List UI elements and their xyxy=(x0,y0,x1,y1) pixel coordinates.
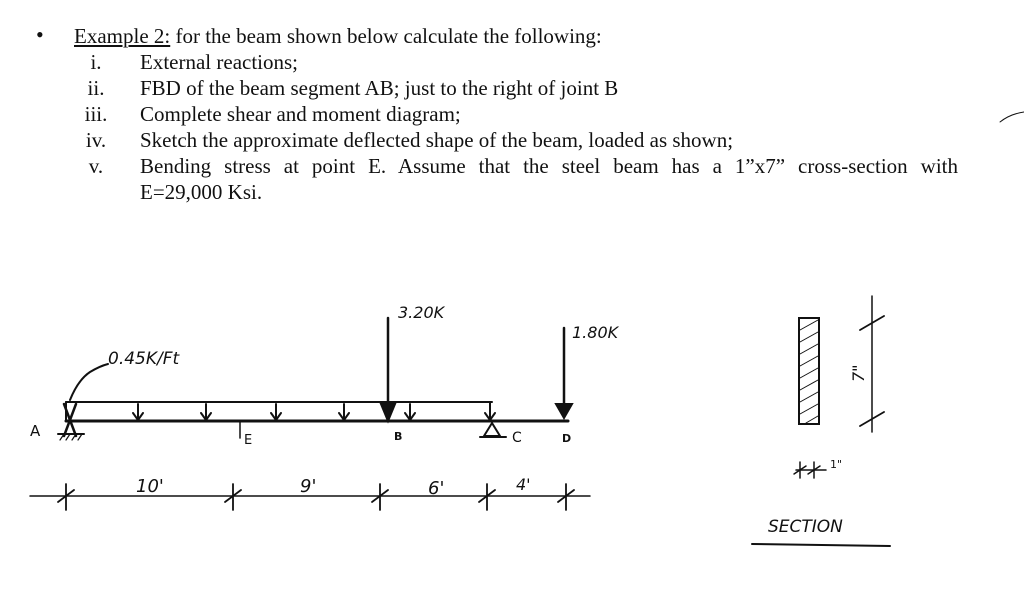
point-load-b-label: 3.20K xyxy=(398,303,445,322)
item-text-continued: E=29,000 Ksi. xyxy=(140,180,263,204)
section-rectangle xyxy=(799,318,819,424)
item-num: iv. xyxy=(85,128,107,152)
point-d-label: D xyxy=(562,432,572,445)
item-text: Bending stress at point E. Assume that the steel beam has a 1”x7” cross-section with xyxy=(140,154,958,178)
item-text: External reactions; xyxy=(140,50,299,74)
item-num: v. xyxy=(88,154,104,178)
span-label: 9' xyxy=(300,476,317,497)
point-load-d-arrowhead xyxy=(556,404,572,418)
point-c-label: C xyxy=(512,430,522,446)
distributed-load-arrows xyxy=(133,402,495,420)
span-label: 10' xyxy=(136,476,164,497)
example-intro: for the beam shown below calculate the following: xyxy=(170,24,602,48)
item-num: iii. xyxy=(84,102,108,126)
span-label: 4' xyxy=(516,475,531,494)
point-e-label: E xyxy=(244,433,253,448)
section-label: SECTION xyxy=(768,517,843,537)
bullet-icon: • xyxy=(36,22,44,47)
item-text: Complete shear and moment diagram; xyxy=(140,102,461,126)
section-hatching xyxy=(800,320,818,423)
point-b-label: B xyxy=(394,430,403,443)
section-underline xyxy=(752,544,890,546)
section-height-label: 7" xyxy=(849,364,868,382)
example-heading: Example 2: xyxy=(74,24,171,48)
roller-support-c xyxy=(484,423,500,436)
point-load-d-label: 1.80K xyxy=(572,323,619,342)
load-leader-line xyxy=(70,364,108,400)
span-label: 6' xyxy=(428,478,445,499)
item-num: ii. xyxy=(87,76,105,100)
point-a-label: A xyxy=(30,422,41,440)
item-text: FBD of the beam segment AB; just to the right of joint B xyxy=(140,76,619,100)
distributed-load-label: 0.45K/Ft xyxy=(108,349,180,369)
item-num: i. xyxy=(90,50,102,74)
section-width-label: 1" xyxy=(830,458,843,471)
item-text: Sketch the approximate deflected shape of the beam, loaded as shown; xyxy=(140,128,734,152)
point-load-b-arrowhead xyxy=(381,404,395,421)
scan-mark xyxy=(1000,112,1024,122)
